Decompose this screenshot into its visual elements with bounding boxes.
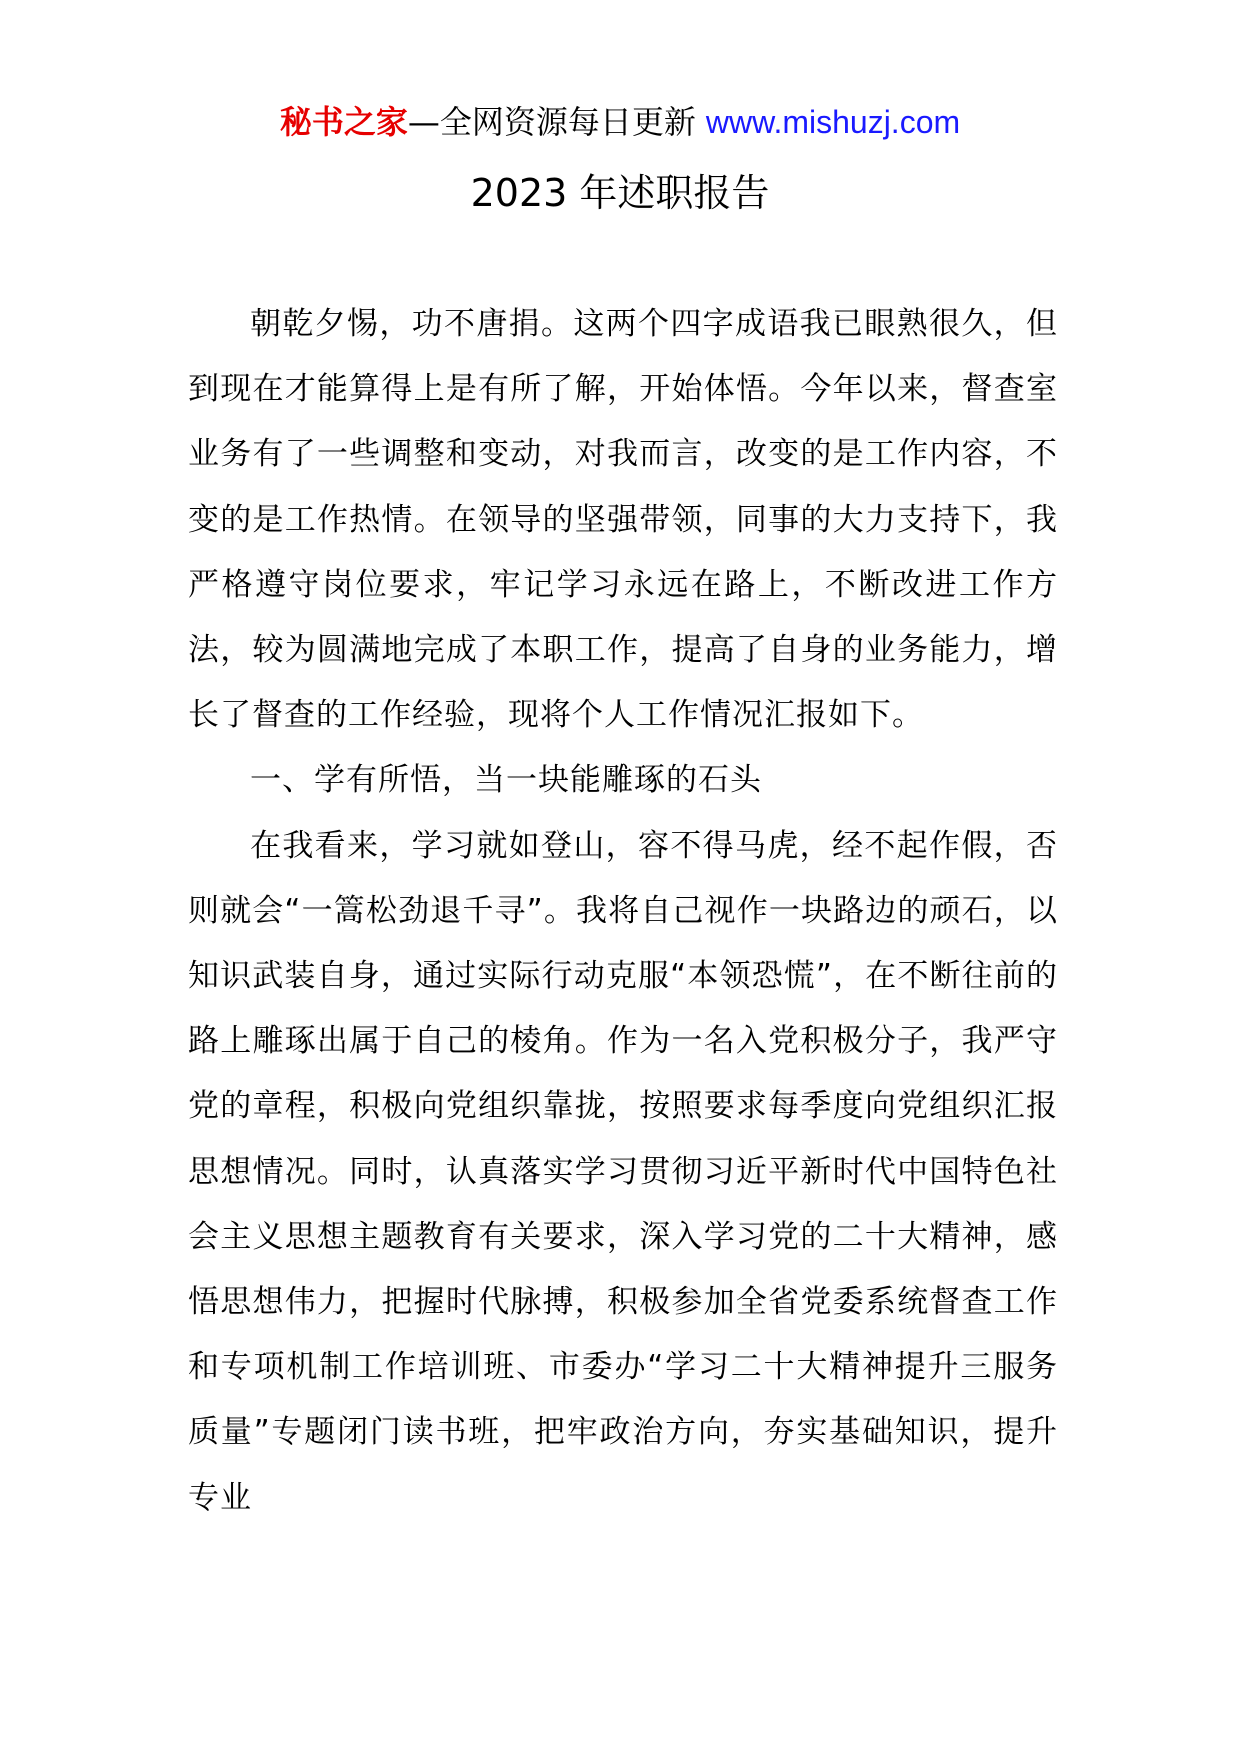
document-title: 2023 年述职报告 — [470, 171, 770, 215]
document-body — [188, 292, 1058, 1531]
paragraph-section-1: 在我看来，学习就如登山，容不得马虎，经不起作假，否则就会“一篙松劲退千寻”。我将自己视作一块路边的顽石，以知识武装自身，通过实际行动克服“本领恐慌”，在不断往前的路上雕琢出属于自己的棱角。作为一名入党积极分子，我严守党的章程，积极向党组织靠拢，按照要求每季度向党组织汇报思想情况。同时，认真落实学习贯彻习近平新时代中国特色社会主义思想主题教育有关要求，深入学习党的二十大精神，感悟思想伟力，把握时代脉搏，积极参加全省党委系统督查工作和专项机制工作培训班、市委办“学习二十大精神提升三服务质量”专题闭门读书班，把牢政治方向，夯实基础知识，提升专业 — [188, 827, 1058, 1516]
site-tagline: —全网资源每日更新 — [407, 103, 696, 141]
section-heading-1: 一、学有所悟，当一块能雕琢的石头 — [250, 762, 762, 799]
site-url-link[interactable]: www.mishuzj.com — [705, 104, 961, 140]
paragraph-intro: 朝乾夕惕，功不唐捐。这两个四字成语我已眼熟很久，但到现在才能算得上是有所了解，开始体悟。今年以来，督查室业务有了一些调整和变动，对我而言，改变的是工作内容，不变的是工作热情。在领导的坚强带领，同事的大力支持下，我严格遵守岗位要求，牢记学习永远在路上，不断改进工作方法，较为圆满地完成了本职工作，提高了自身的业务能力，增长了督查的工作经验，现将个人工作情况汇报如下。 — [188, 306, 1058, 734]
site-brand: 秘书之家 — [279, 103, 408, 141]
site-header — [0, 98, 1240, 146]
